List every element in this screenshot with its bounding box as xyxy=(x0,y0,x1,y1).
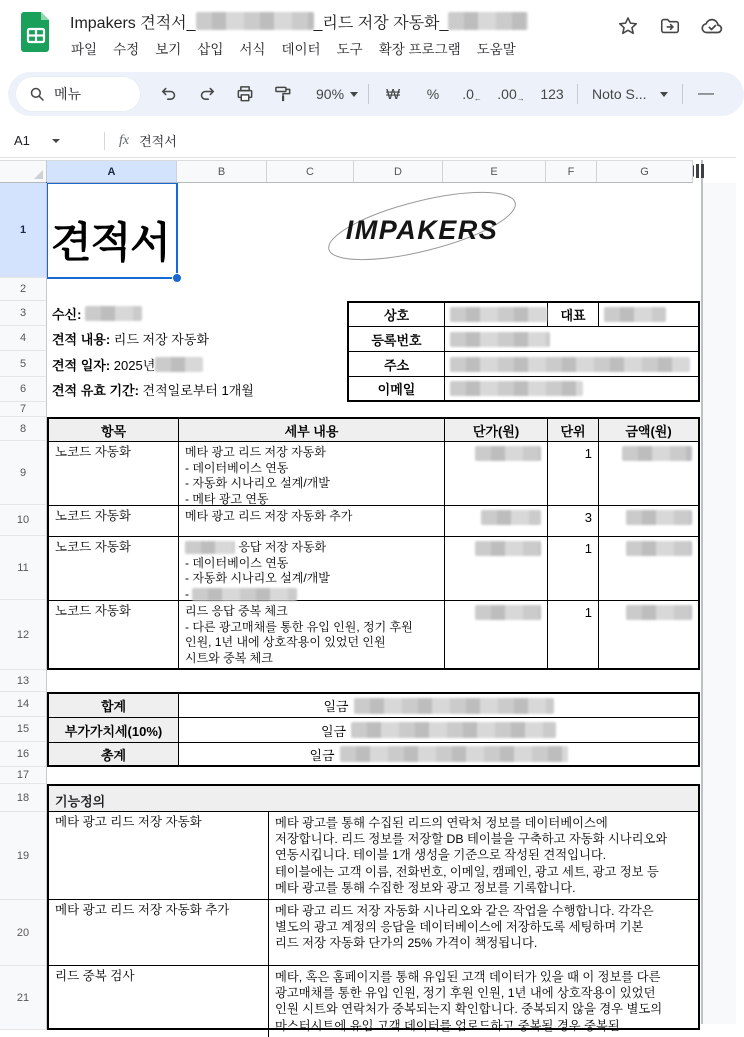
feature-name-cell[interactable] xyxy=(49,900,269,966)
feature-desc-cell[interactable] xyxy=(269,812,698,900)
desc-line: 테이블에는 고객 이름, 전화번호, 이메일, 캠페인, 광고 세트, 광고 정보 등 xyxy=(275,864,659,879)
decrease-decimal-button[interactable]: .0 ← xyxy=(462,86,482,103)
search-label: 메뉴 xyxy=(54,86,82,102)
print-icon xyxy=(235,84,255,104)
company-field-label[interactable] xyxy=(349,377,445,400)
cloud-check-icon xyxy=(700,14,724,38)
features-header[interactable]: 기능정의 xyxy=(49,786,698,812)
quote-info-line[interactable] xyxy=(52,326,342,351)
text: - 다른 광고매채를 통한 유입 인원, 정기 후원 xyxy=(185,619,413,634)
company-field-value[interactable] xyxy=(445,352,698,377)
text: 시트와 중복 체크 xyxy=(185,650,273,665)
redacted-text xyxy=(626,541,692,556)
chevron-down-icon xyxy=(350,92,358,97)
desc-line: 인원 시트와 연락처가 중복되는지 확인합니다. 중복되지 않을 경우 별도의 xyxy=(275,1002,663,1017)
text: Impakers 견적서_ xyxy=(70,14,196,32)
column-header-G[interactable]: G xyxy=(597,160,693,183)
redacted-text xyxy=(192,588,297,601)
paint-roller-icon xyxy=(273,84,293,104)
column-header-A[interactable]: A xyxy=(47,160,177,183)
row-header-10[interactable]: 10 xyxy=(0,505,47,536)
redacted-text xyxy=(450,357,690,372)
row-header-9[interactable]: 9 xyxy=(0,441,47,505)
redo-button[interactable] xyxy=(188,80,226,108)
summary-label-0[interactable]: 합계 xyxy=(49,694,179,718)
detail-line xyxy=(185,476,438,492)
decrease-font-size-button[interactable]: — xyxy=(698,85,715,102)
text: 응답 저장 자동화 xyxy=(235,540,327,554)
item-name-cell[interactable] xyxy=(49,442,179,506)
summary-value-2[interactable] xyxy=(179,743,698,765)
item-name-cell[interactable] xyxy=(49,537,179,601)
row-header-8[interactable]: 8 xyxy=(0,417,47,441)
desc-line: 메타 광고를 통해 수집된 리드의 연락처 정보를 데이터베이스에 xyxy=(275,816,608,830)
company-field-value[interactable] xyxy=(599,303,698,327)
text: - 데이터베이스 연동 xyxy=(185,460,289,475)
text: - 자동화 시나리오 설계/개발 xyxy=(185,476,330,490)
item-name: 노코드 자동화 xyxy=(55,604,131,618)
item-name: 노코드 자동화 xyxy=(55,540,131,554)
desc-line: 마스터시트에 유입 고객 데이터를 업로드하고 중복될 경우 중복된 xyxy=(275,1018,620,1033)
menu-item-파일[interactable]: 파일 xyxy=(71,42,98,57)
label-text: 상호 xyxy=(383,308,410,323)
star-icon[interactable] xyxy=(616,14,640,38)
redacted-text xyxy=(354,698,554,714)
item-price-cell[interactable] xyxy=(445,537,548,601)
row-header-4[interactable]: 4 xyxy=(0,326,47,351)
currency-format-button[interactable]: ₩ xyxy=(385,85,401,103)
item-detail-cell[interactable] xyxy=(179,442,445,506)
paint-format-button[interactable] xyxy=(264,80,302,108)
row-header-18[interactable]: 18 xyxy=(0,784,47,812)
text: - 데이터베이스 연동 xyxy=(185,555,289,570)
redacted-text xyxy=(351,722,556,738)
row-header-21[interactable]: 21 xyxy=(0,966,47,1030)
desc-line: 메타 광고를 통해 수집한 정보와 광고 정보를 기록합니다. xyxy=(275,880,576,895)
text: 일금 xyxy=(320,723,347,739)
select-all-corner[interactable] xyxy=(0,160,47,183)
redo-icon xyxy=(197,84,217,104)
pane-divider[interactable] xyxy=(701,160,703,1024)
redacted-text xyxy=(196,12,314,30)
detail-line xyxy=(185,620,438,636)
active-cell-ref: A1 xyxy=(14,133,30,148)
detail-line xyxy=(185,461,438,477)
grid-right-gutter xyxy=(703,183,736,1024)
column-header-B[interactable]: B xyxy=(177,160,267,183)
label-text: 견적 내용: xyxy=(52,332,111,347)
text: - 자동화 시나리오 설계/개발 xyxy=(185,571,330,585)
feature-desc-cell[interactable] xyxy=(269,900,698,966)
undo-button[interactable] xyxy=(150,80,188,108)
features-table xyxy=(47,784,700,1033)
toolbar-separator xyxy=(682,84,683,104)
desc-line: 메타 광고 리드 저장 자동화 시나리오와 같은 작업을 수행합니다. 각각은 xyxy=(275,904,654,918)
label-text: 견적 일자: xyxy=(52,357,111,373)
redacted-text xyxy=(85,306,142,321)
redacted-text xyxy=(185,541,235,554)
item-price-cell[interactable] xyxy=(445,601,548,669)
logo-text: IMPAKERS xyxy=(345,215,499,245)
desc-line: 광고매채를 통한 유입 인원, 정기 후원 인원, 1년 내에 상호작용이 있었던 xyxy=(275,986,656,1001)
redacted-text xyxy=(450,332,550,347)
row-header-5[interactable]: 5 xyxy=(0,351,47,377)
label-text: 주소 xyxy=(383,357,410,373)
toolbar-separator xyxy=(368,84,369,104)
row-header-12[interactable]: 12 xyxy=(0,600,47,670)
menu-item-도구[interactable]: 도구 xyxy=(336,42,363,57)
fx-icon: fx xyxy=(119,132,130,148)
zoom-value: 90% xyxy=(316,86,345,102)
spreadsheet-grid[interactable] xyxy=(0,158,736,1033)
summary-label-1[interactable]: 부가가치세(10%) xyxy=(49,718,179,743)
detail-line xyxy=(185,509,438,525)
print-button[interactable] xyxy=(226,80,264,108)
column-header-D[interactable]: D xyxy=(354,160,443,183)
label-text: 이메일 xyxy=(377,382,416,397)
search-icon xyxy=(28,85,46,103)
undo-icon xyxy=(159,84,179,104)
summary-value-1[interactable] xyxy=(179,718,698,743)
redacted-text xyxy=(622,446,692,461)
quote-info-line[interactable] xyxy=(52,351,342,377)
detail-line xyxy=(185,556,438,572)
menu-item-수정[interactable]: 수정 xyxy=(113,42,140,57)
desc-line: 메타, 혹은 홈페이지를 통해 유입된 고객 데이터가 있을 때 이 정보를 다른 xyxy=(275,970,661,984)
font-select[interactable] xyxy=(582,80,678,108)
column-header-E[interactable]: E xyxy=(443,160,546,183)
redacted-text xyxy=(626,510,692,525)
font-name: Noto S... xyxy=(592,86,647,102)
company-field-value[interactable] xyxy=(445,327,698,352)
toolbar-separator xyxy=(577,84,578,104)
label-text: 견적 유효 기간: xyxy=(52,383,139,398)
impakers-logo xyxy=(318,196,523,266)
redacted-text xyxy=(475,541,541,556)
feature-name: 메타 광고 리드 저장 자동화 xyxy=(55,815,202,829)
items-header-0[interactable]: 항목 xyxy=(49,419,179,442)
row-header-16[interactable]: 16 xyxy=(0,742,47,767)
number-format-button[interactable]: 123 xyxy=(540,86,564,102)
redacted-text xyxy=(155,357,203,372)
desc-line: 저장합니다. 리드 정보를 저장할 DB 테이블을 구축하고 자동화 시나리오와 xyxy=(275,832,668,847)
item-detail-cell[interactable] xyxy=(179,601,445,669)
row-header-14[interactable]: 14 xyxy=(0,692,47,717)
text: - 메타 광고 연동 xyxy=(185,491,269,506)
redacted-text xyxy=(448,12,528,30)
toolbar xyxy=(8,72,744,116)
row-header-20[interactable]: 20 xyxy=(0,900,47,966)
formula-bar xyxy=(0,124,736,158)
items-header-2[interactable]: 단가(원) xyxy=(445,419,548,442)
item-qty-cell[interactable]: 3 xyxy=(548,506,599,537)
item-qty-cell[interactable]: 1 xyxy=(548,601,599,669)
selection-fill-handle[interactable] xyxy=(172,273,182,283)
text: 2025년 xyxy=(110,357,156,373)
detail-line xyxy=(185,604,438,620)
items-header-3[interactable]: 단위 xyxy=(548,419,599,442)
redacted-text xyxy=(626,605,692,620)
row-header-17[interactable]: 17 xyxy=(0,767,47,784)
row-header-1[interactable]: 1 xyxy=(0,183,47,278)
company-field-label[interactable] xyxy=(548,303,599,327)
row-header-7[interactable]: 7 xyxy=(0,402,47,417)
item-detail-cell[interactable] xyxy=(179,537,445,601)
redacted-text xyxy=(450,307,547,322)
text: 리드 저장 자동화 xyxy=(110,332,209,347)
menu-item-데이터[interactable]: 데이터 xyxy=(281,42,321,57)
summary-table xyxy=(47,692,700,767)
increase-decimal-button[interactable]: .00 → xyxy=(497,86,525,103)
redacted-text xyxy=(475,605,541,620)
text: 메타 광고 리드 저장 자동화 추가 xyxy=(185,509,353,523)
summary-value-0[interactable] xyxy=(179,694,698,718)
item-amount-cell[interactable] xyxy=(599,442,698,506)
item-amount-cell[interactable] xyxy=(599,601,698,669)
menu-bar xyxy=(63,36,528,60)
arrow-right-icon: → xyxy=(516,93,525,103)
company-field-label[interactable] xyxy=(349,303,445,327)
label-text: 수신: xyxy=(52,307,82,322)
text: - xyxy=(185,586,193,601)
menu-item-보기[interactable]: 보기 xyxy=(155,42,182,57)
desc-line: 연동시킵니다. 테이블 1개 생성을 기준으로 작성된 견적입니다. xyxy=(275,848,607,863)
detail-line xyxy=(185,587,438,603)
row-header-6[interactable]: 6 xyxy=(0,377,47,402)
document-title[interactable] xyxy=(70,10,528,32)
detail-line xyxy=(185,445,438,461)
company-field-label[interactable] xyxy=(349,352,445,377)
redacted-text xyxy=(340,746,568,762)
app-header xyxy=(0,0,736,64)
zoom-select[interactable] xyxy=(310,80,364,108)
text: 일금 xyxy=(309,747,335,763)
move-folder-icon[interactable] xyxy=(658,14,682,38)
redacted-text xyxy=(604,307,666,322)
menu-item-서식[interactable]: 서식 xyxy=(239,42,266,57)
row-header-11[interactable]: 11 xyxy=(0,536,47,600)
redacted-text xyxy=(475,446,541,461)
detail-line xyxy=(185,571,438,587)
item-amount-cell[interactable] xyxy=(599,506,698,537)
item-detail-cell[interactable] xyxy=(179,506,445,537)
menu-item-도움말[interactable]: 도움말 xyxy=(476,42,516,57)
row-header-19[interactable]: 19 xyxy=(0,812,47,900)
text: 리드 응답 중복 체크 xyxy=(185,604,288,618)
percent-format-button[interactable]: % xyxy=(426,86,440,102)
company-field-value[interactable] xyxy=(445,303,548,327)
detail-line xyxy=(185,492,438,508)
company-field-value[interactable] xyxy=(445,377,698,400)
chevron-down-icon xyxy=(660,92,668,97)
column-header-C[interactable]: C xyxy=(267,160,354,183)
summary-label-2[interactable]: 총계 xyxy=(49,743,179,765)
row-header-2[interactable]: 2 xyxy=(0,278,47,301)
menu-item-삽입[interactable]: 삽입 xyxy=(197,42,224,57)
desc-line: 별도의 광고 계정의 응답을 데이터베이스에 저장하도록 세팅하며 기본 xyxy=(275,920,644,935)
item-name-cell[interactable] xyxy=(49,601,179,669)
quote-title-cell[interactable]: 견적서 xyxy=(51,219,170,266)
text: _리드 저장 자동화_ xyxy=(313,14,449,32)
arrow-left-icon: ← xyxy=(473,93,482,103)
item-price-cell[interactable] xyxy=(445,442,548,506)
items-table xyxy=(47,417,700,670)
item-name: 노코드 자동화 xyxy=(55,445,131,459)
text: 견적일로부터 1개월 xyxy=(138,383,254,398)
feature-desc-cell[interactable] xyxy=(269,966,698,1037)
feature-name-cell[interactable] xyxy=(49,966,269,1037)
menu-search[interactable] xyxy=(16,77,140,111)
row-header-15[interactable]: 15 xyxy=(0,717,47,742)
redacted-text xyxy=(450,381,583,396)
item-price-cell[interactable] xyxy=(445,506,548,537)
feature-name-cell[interactable] xyxy=(49,812,269,900)
items-header-4[interactable]: 금액(원) xyxy=(599,419,698,442)
company-field-label[interactable] xyxy=(349,327,445,352)
redacted-text xyxy=(481,510,541,525)
detail-line xyxy=(185,651,438,667)
text: 인원, 1년 내에 상호작용이 있었던 인원 xyxy=(185,635,386,649)
formula-input[interactable]: 견적서 xyxy=(139,134,177,149)
company-info-table xyxy=(347,301,700,402)
text: 일금 xyxy=(323,699,349,714)
chevron-down-icon xyxy=(52,139,60,143)
row-header-3[interactable]: 3 xyxy=(0,301,47,326)
label-text: 등록번호 xyxy=(371,332,422,348)
column-header-F[interactable]: F xyxy=(546,160,597,183)
detail-line xyxy=(185,635,438,651)
item-qty-cell[interactable]: 1 xyxy=(548,442,599,506)
desc-line: 리드 저장 자동화 단가의 25% 가격이 책정됩니다. xyxy=(275,936,538,951)
quote-info-line[interactable] xyxy=(52,301,342,326)
sheets-logo-icon[interactable] xyxy=(20,11,52,53)
text: 메타 광고 리드 저장 자동화 xyxy=(185,445,326,459)
item-name-cell[interactable] xyxy=(49,506,179,537)
detail-line xyxy=(185,540,438,556)
feature-name: 메타 광고 리드 저장 자동화 추가 xyxy=(55,903,230,917)
items-header-1[interactable]: 세부 내용 xyxy=(179,419,445,442)
menu-item-확장 프로그램[interactable]: 확장 프로그램 xyxy=(378,42,461,57)
cell-name-box[interactable] xyxy=(0,133,96,148)
row-header-13[interactable]: 13 xyxy=(0,670,47,692)
item-amount-cell[interactable] xyxy=(599,537,698,601)
label-text: 대표 xyxy=(560,308,586,323)
item-qty-cell[interactable]: 1 xyxy=(548,537,599,601)
feature-name: 리드 중복 검사 xyxy=(55,969,135,983)
item-name: 노코드 자동화 xyxy=(55,509,131,523)
quote-info-line[interactable] xyxy=(52,377,342,402)
formula-bar-separator xyxy=(104,132,105,150)
